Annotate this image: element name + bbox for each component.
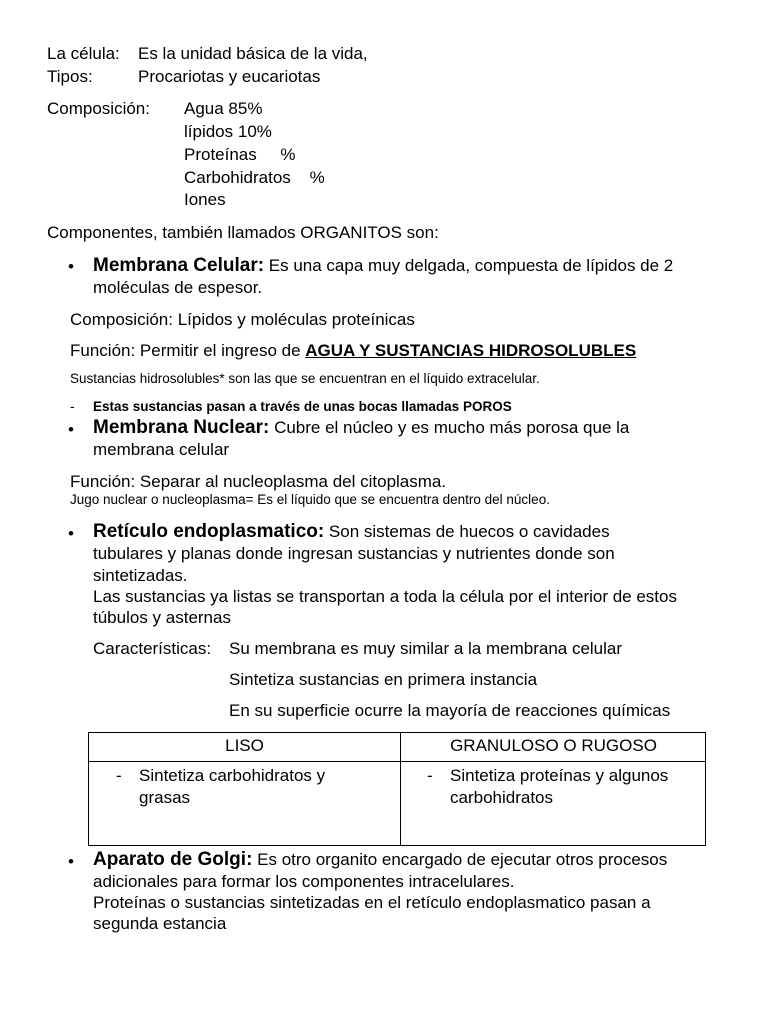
componentes-heading: Componentes, también llamados ORGANITOS son: [47, 223, 439, 242]
funcion-emphasis: AGUA Y SUSTANCIAS HIDROSOLUBLES [305, 341, 637, 360]
golgi-desc-cont: segunda estancia [93, 914, 227, 933]
reticulo-desc-cont: Las sustancias ya listas se transportan a toda la célula por el interior de estos [93, 587, 677, 606]
caracteristica-item: Su membrana es muy similar a la membrana celular [229, 639, 623, 658]
celula-label: La célula: [47, 44, 120, 63]
caracteristica-item: En su superficie ocurre la mayoría de reacciones químicas [229, 701, 671, 720]
reticulo-line [93, 521, 610, 543]
table-cell-liso: grasas [139, 788, 191, 807]
membrana-celular-composicion: Composición: Lípidos y moléculas proteínicas [70, 310, 415, 329]
membrana-nuclear-desc-cont: membrana celular [93, 440, 230, 459]
caracteristica-item: Sintetiza sustancias en primera instancia [229, 670, 538, 689]
membrana-nuclear-desc: Cubre el núcleo y es mucho más porosa que la [269, 418, 630, 437]
dash-icon: - [427, 766, 433, 785]
table-cell-rugoso: carbohidratos [450, 788, 554, 807]
caracteristicas-label: Características: [93, 639, 212, 658]
composicion-item: lípidos 10% [184, 122, 272, 141]
table-header-liso: LISO [225, 736, 264, 755]
membrana-celular-line [93, 255, 673, 277]
dash-icon: - [70, 398, 75, 414]
composicion-item: Carbohidratos % [184, 168, 325, 187]
nucleoplasma-note: Jugo nuclear o nucleoplasma= Es el líquido que se encuentra dentro del núcleo. [70, 492, 550, 507]
tipos-value: Procariotas y eucariotas [138, 67, 321, 86]
golgi-desc: Es otro organito encargado de ejecutar otros procesos [252, 850, 668, 869]
golgi-desc-cont: Proteínas o sustancias sintetizadas en el retículo endoplasmatico pasan a [93, 893, 651, 912]
membrana-celular-desc-cont: moléculas de espesor. [93, 278, 263, 297]
reticulo-desc-cont: tubulares y planas donde ingresan sustancias y nutrientes donde son [93, 544, 615, 563]
table-divider [89, 761, 705, 762]
golgi-line [93, 849, 667, 871]
table-cell-liso: Sintetiza carbohidratos y [139, 766, 326, 785]
composicion-item: Agua 85% [184, 99, 263, 118]
membrana-celular-title: Membrana Celular: [93, 255, 265, 276]
composicion-item: Iones [184, 190, 226, 209]
membrana-celular-desc: Es una capa muy delgada, compuesta de lípidos de 2 [264, 256, 674, 275]
reticulo-title: Retículo endoplasmatico: [93, 521, 325, 542]
tipos-label: Tipos: [47, 67, 93, 86]
table-cell-rugoso: Sintetiza proteínas y algunos [450, 766, 669, 785]
hidrosolubles-note: Sustancias hidrosolubles* son las que se encuentran en el líquido extracelular. [70, 371, 540, 386]
reticulo-desc-cont: túbulos y asternas [93, 608, 231, 627]
composicion-label: Composición: [47, 99, 150, 118]
composicion-item: Proteínas % [184, 145, 296, 164]
membrana-nuclear-line [93, 417, 629, 439]
celula-value: Es la unidad básica de la vida, [138, 44, 368, 63]
funcion-prefix: Función: Permitir el ingreso de [70, 341, 306, 360]
membrana-nuclear-title: Membrana Nuclear: [93, 417, 270, 438]
golgi-title: Aparato de Golgi: [93, 849, 253, 870]
bullet-icon: • [68, 420, 74, 439]
golgi-desc-cont: adicionales para formar los componentes intracelulares. [93, 872, 515, 891]
bullet-icon: • [68, 257, 74, 276]
bullet-icon: • [68, 524, 74, 543]
membrana-nuclear-funcion: Función: Separar al nucleoplasma del citoplasma. [70, 472, 447, 491]
reticulo-desc-cont: sintetizadas. [93, 566, 188, 585]
reticulo-table [88, 732, 706, 846]
bullet-icon: • [68, 852, 74, 871]
poros-note: Estas sustancias pasan a través de unas bocas llamadas POROS [93, 399, 512, 414]
dash-icon: - [116, 766, 122, 785]
reticulo-desc: Son sistemas de huecos o cavidades [324, 522, 610, 541]
membrana-celular-funcion [70, 340, 636, 362]
table-header-rugoso: GRANULOSO O RUGOSO [450, 736, 657, 755]
